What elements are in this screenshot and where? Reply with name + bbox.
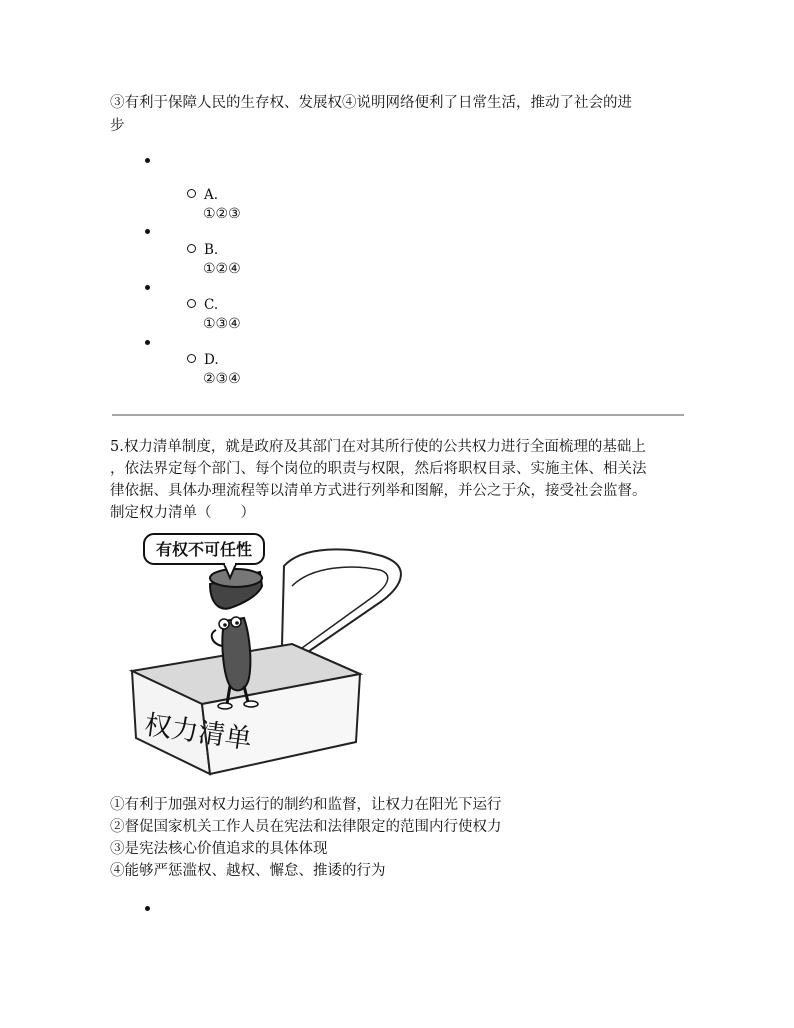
list-bullet — [145, 285, 150, 290]
circle-bullet-icon — [187, 189, 196, 198]
list-bullet — [145, 340, 150, 345]
option-letter: D. — [204, 352, 219, 368]
option-d[interactable] — [187, 352, 219, 369]
list-bullet — [145, 229, 150, 234]
option-letter: C. — [204, 297, 219, 313]
power-list-cartoon — [112, 526, 412, 778]
option-d-answer: ②③④ — [203, 371, 241, 387]
option-a-answer: ①②③ — [203, 206, 241, 222]
q5-stem-line-1: 5.权力清单制度，就是政府及其部门在对其所行使的公共权力进行全面梳理的基础上 — [110, 439, 646, 455]
option-letter: A. — [204, 187, 219, 203]
statement-3: ③是宪法核心价值追求的具体体现 — [110, 841, 328, 857]
q4-statement-line-1: ③有利于保障人民的生存权、发展权④说明网络便利了日常生活，推动了社会的进 — [110, 95, 632, 111]
q4-statement-line-2: 步 — [110, 118, 125, 134]
q5-stem-line-4: 制定权力清单（ ） — [110, 505, 255, 521]
option-c-answer: ①③④ — [203, 316, 241, 332]
option-b-answer: ①②④ — [203, 261, 241, 277]
option-c[interactable] — [187, 297, 218, 314]
list-bullet — [145, 158, 150, 163]
statement-2: ②督促国家机关工作人员在宪法和法律限定的范围内行使权力 — [110, 819, 502, 835]
option-b[interactable] — [187, 242, 218, 259]
circle-bullet-icon — [187, 299, 196, 308]
statement-1: ①有利于加强对权力运行的制约和监督，让权力在阳光下运行 — [110, 797, 502, 813]
circle-bullet-icon — [187, 244, 196, 253]
box-label-text: 权力清单 — [142, 709, 254, 756]
option-letter: B. — [204, 242, 219, 258]
circle-bullet-icon — [187, 354, 196, 363]
q5-stem-line-3: 律依据、具体办理流程等以清单方式进行列举和图解，并公之于众，接受社会监督。 — [110, 483, 647, 499]
statement-4: ④能够严惩滥权、越权、懈怠、推诿的行为 — [110, 863, 386, 879]
q5-stem-line-2: ，依法界定每个部门、每个岗位的职责与权限，然后将职权目录、实施主体、相关法 — [110, 461, 647, 477]
speech-bubble-text: 有权不可任性 — [155, 540, 253, 559]
option-a[interactable] — [187, 187, 218, 204]
question-divider — [112, 414, 684, 416]
list-bullet — [145, 906, 150, 911]
